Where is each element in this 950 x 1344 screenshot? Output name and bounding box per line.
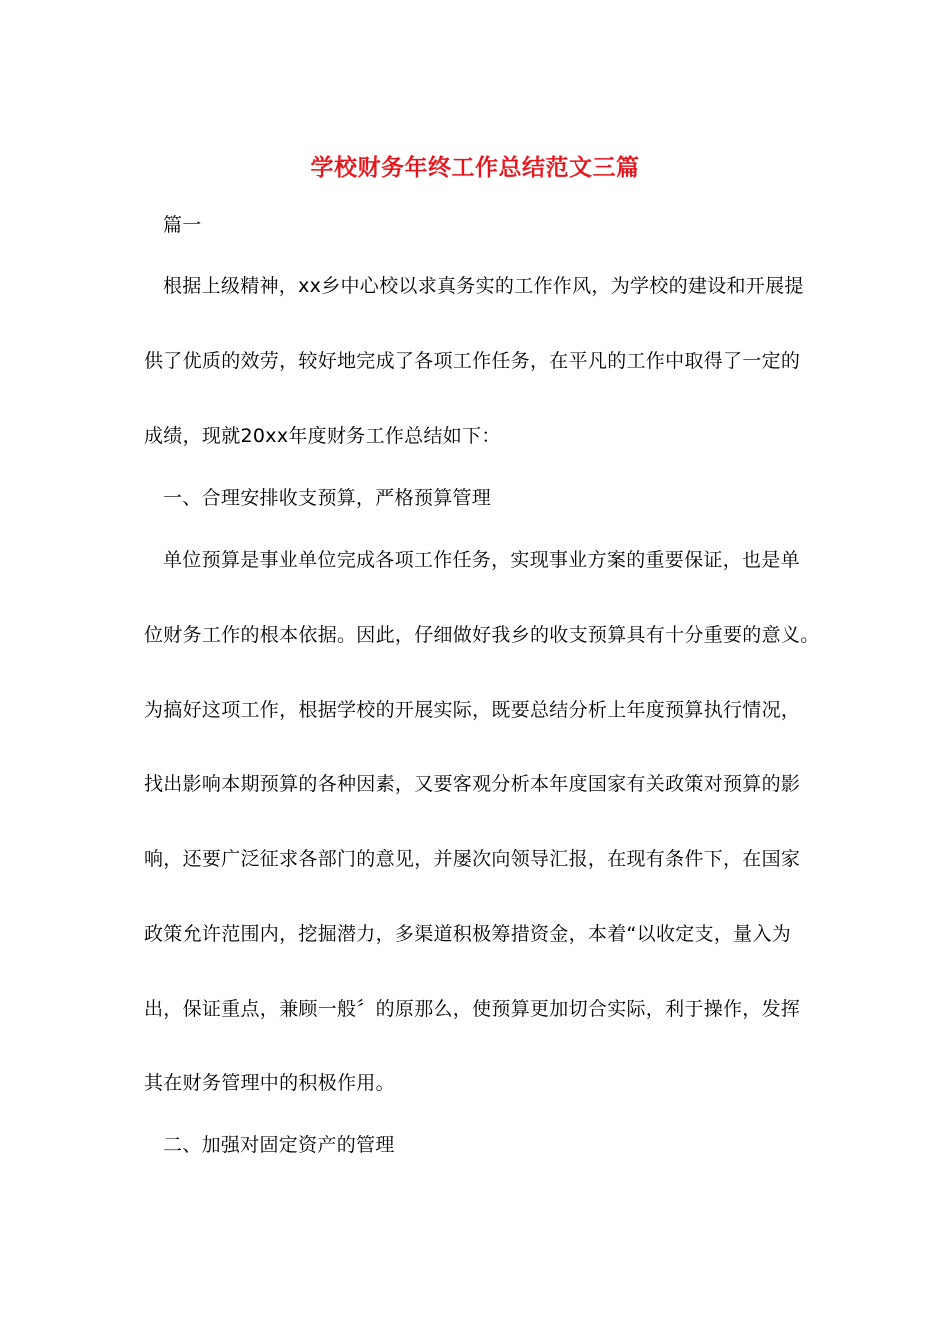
section-heading-part-one: 篇一 (163, 214, 202, 236)
paragraph-line: 其在财务管理中的积极作用。 (144, 1072, 395, 1094)
paragraph-line: 响，还要广泛征求各部门的意见，并屡次向领导汇报，在现有条件下，在国家 (144, 848, 801, 870)
paragraph-line: 位财务工作的根本依据。因此，仔细做好我乡的收支预算具有十分重要的意义。 (144, 624, 820, 646)
paragraph-line: 政策允许范围内，挖掘潜力，多渠道积极筹措资金，本着“以收定支，量入为 (144, 923, 792, 945)
paragraph-line: 单位预算是事业单位完成各项工作任务，实现事业方案的重要保证，也是单 (163, 549, 800, 571)
paragraph-line: 成绩，现就20xx年度财务工作总结如下： (144, 425, 501, 447)
paragraph-line: 找出影响本期预算的各种因素，又要客观分析本年度国家有关政策对预算的影 (144, 773, 801, 795)
paragraph-line: 根据上级精神，xx乡中心校以求真务实的工作作风，为学校的建设和开展提 (163, 275, 804, 297)
paragraph-line: 为搞好这项工作，根据学校的开展实际，既要总结分析上年度预算执行情况， (144, 699, 801, 721)
document-title: 学校财务年终工作总结范文三篇 (310, 154, 640, 181)
section-heading-one: 一、合理安排收支预算，严格预算管理 (163, 487, 492, 509)
paragraph-line: 供了优质的效劳，较好地完成了各项工作任务，在平凡的工作中取得了一定的 (144, 350, 801, 372)
paragraph-line: 出，保证重点，兼顾一般〞的原那么，使预算更加切合实际，利于操作，发挥 (144, 998, 801, 1020)
section-heading-two: 二、加强对固定资产的管理 (163, 1134, 395, 1156)
